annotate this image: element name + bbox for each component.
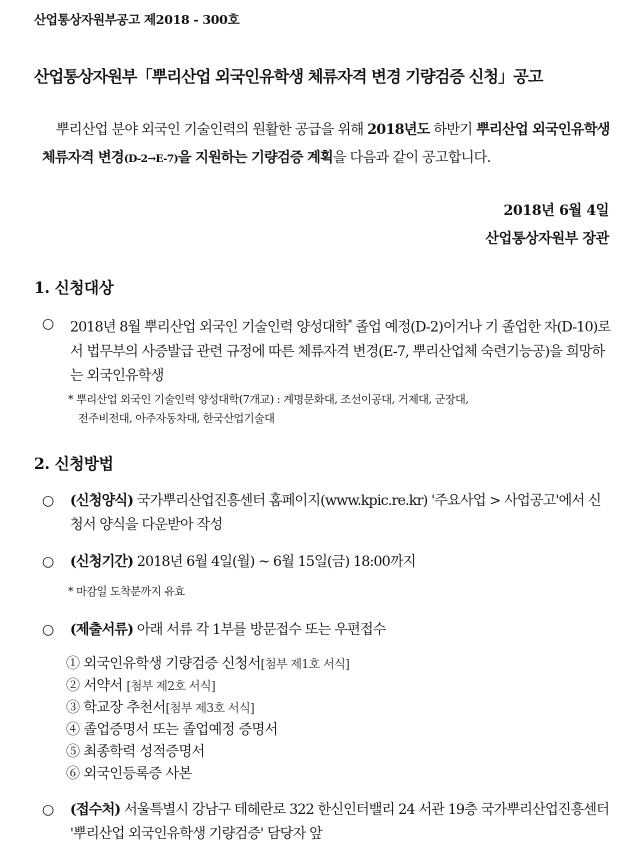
list-item: [66, 697, 349, 719]
documents-description: 아래 서류 각 1부를 방문접수 또는 우편접수: [133, 622, 386, 638]
notice-number: 산업통상자원부공고 제2018 - 300호: [34, 12, 240, 27]
intro-paragraph: [42, 116, 612, 173]
intro-text-3: 을 다음과 같이 공고합니다.: [333, 150, 491, 166]
documents-text: [70, 618, 612, 642]
reception-item: [42, 798, 612, 846]
signature: 산업통상자원부 장관: [485, 231, 609, 247]
list-item: [66, 741, 349, 763]
period-text: [70, 550, 612, 574]
circle-bullet-icon: ○: [42, 493, 54, 509]
documents-item: [42, 618, 612, 642]
eligibility-note-line2: 전주비전대, 아주자동차대, 한국산업기술대: [78, 412, 275, 425]
form-label: (신청양식): [70, 493, 134, 509]
list-ref: [첨부 제3호 서식]: [165, 701, 255, 715]
reception-description: 서울특별시 강남구 테헤란로 322 한신인터밸리 24 서관 19층 국가뿌리산업진흥센터 '뿌리산업 외국인유학생 기량검증' 담당자 앞: [70, 802, 610, 842]
circle-bullet-icon: ○: [42, 554, 54, 570]
list-text: 외국인등록증 사본: [83, 766, 192, 782]
list-text: 졸업증명서 또는 졸업예정 증명서: [83, 722, 278, 738]
intro-visa-change: (D-2→E-7): [123, 153, 178, 165]
circle-bullet-icon: ○: [42, 316, 54, 332]
intro-program: 뿌리산업 외국인유학생 체류자격 변경: [42, 122, 610, 166]
eligibility-text-a: 2018년 8월 뿌리산업 외국인 기술인력 양성대학: [70, 319, 348, 336]
list-text: 학교장 추천서: [83, 700, 166, 716]
circle-bullet-icon: ○: [42, 802, 54, 818]
reception-label: (접수처): [70, 802, 121, 818]
list-number: ①: [66, 656, 80, 672]
period-label: (신청기간): [70, 554, 134, 570]
form-description: 국가뿌리산업진흥센터 홈페이지(www.kpic.re.kr) '주요사업 > 사업공고'에서 신청서 양식을 다운받아 작성: [70, 493, 601, 533]
list-ref: [첨부 제1호 서식]: [260, 657, 350, 671]
list-text: 서약서: [83, 678, 123, 694]
period-description: 2018년 6월 4일(월) ~ 6월 15일(금) 18:00까지: [133, 554, 416, 570]
list-item: [66, 719, 349, 741]
section-1-heading: 1. 신청대상: [34, 278, 114, 297]
form-item: [42, 489, 612, 537]
document-title: 산업통상자원부「뿌리산업 외국인유학생 체류자격 변경 기량검증 신청」공고: [34, 67, 543, 86]
period-note: * 마감일 도착분까지 유효: [68, 585, 185, 598]
eligibility-text: [70, 312, 612, 388]
form-text: [70, 489, 612, 537]
eligibility-text-b: 졸업 예정(D-2)이거나 기 졸업한 자(D-10)로서 법무부의 사증발급 관련 규정에 따른 체류자격 변경(E-7, 뿌리산업체 숙련기능공)을 희망하는 외국인유학생: [70, 319, 611, 384]
list-number: ④: [66, 722, 80, 738]
list-item: [66, 675, 349, 697]
list-ref: [첨부 제2호 서식]: [126, 679, 216, 693]
intro-year: 2018년도: [367, 122, 430, 138]
eligibility-note: [68, 390, 613, 428]
notice-date: 2018년 6월 4일: [503, 203, 609, 219]
intro-plan: 을 지원하는 기량검증 계획: [178, 150, 333, 166]
eligibility-item: [42, 312, 612, 388]
footnote-mark: *: [347, 319, 352, 329]
list-item: [66, 653, 349, 675]
period-item: [42, 550, 612, 574]
eligibility-note-line1: * 뿌리산업 외국인 기술인력 양성대학(7개교) : 계명문화대, 조선이공대, 거제대, 군장대,: [68, 393, 469, 406]
intro-text-2: 하반기: [429, 122, 477, 138]
documents-list: [66, 653, 349, 785]
list-number: ③: [66, 700, 80, 716]
reception-text: [70, 798, 612, 846]
list-text: 외국인유학생 기량검증 신청서: [83, 656, 261, 672]
list-text: 최종학력 성적증명서: [83, 744, 205, 760]
list-number: ②: [66, 678, 80, 694]
section-2-heading: 2. 신청방법: [34, 454, 114, 473]
circle-bullet-icon: ○: [42, 622, 54, 638]
documents-label: (제출서류): [70, 622, 134, 638]
list-item: [66, 763, 349, 785]
intro-text-1: 뿌리산업 분야 외국인 기술인력의 원활한 공급을 위해: [56, 122, 368, 138]
list-number: ⑥: [66, 766, 80, 782]
list-number: ⑤: [66, 744, 80, 760]
